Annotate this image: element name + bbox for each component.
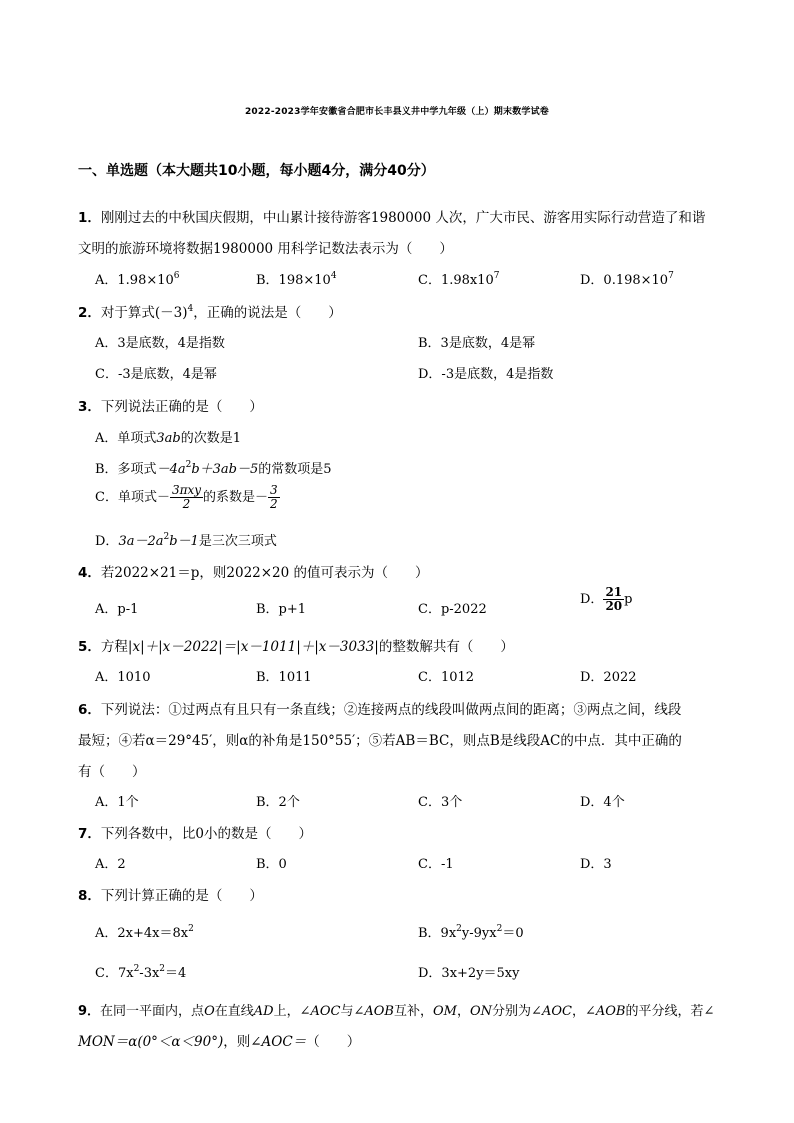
section-heading: 一、单选题（本大题共10小题，每小题4分，满分40分） — [78, 163, 435, 179]
question-number: 1． — [78, 210, 101, 226]
q8-option-a: A．$2x+4x=8x^2$ — [95, 924, 194, 941]
q7-option-a: A．2 — [95, 857, 126, 872]
q1-option-b: B．$198\times 10^4$ — [256, 271, 337, 288]
q3-option-d: D．$3a-2a^2b-1$是三次三项式 — [95, 532, 277, 549]
q7-option-d: D．3 — [580, 857, 612, 872]
q4-option-a: A．p-1 — [95, 602, 139, 617]
q1-option-a: A．$1.98\times 10^6$ — [95, 271, 180, 288]
q5-option-b: B．1011 — [256, 670, 312, 685]
question-9-line-1: 9．在同一平面内，点O在直线AD上，∠AOC与∠AOB互补，OM，ON分别为∠AOC，∠AOB的平分线，若∠ — [78, 1004, 715, 1019]
q3-option-b: B．多项式$-4a^2b+3ab-5$的常数项是5 — [95, 460, 332, 477]
q4-option-d: D． $\frac{21}{20}$ p — [580, 585, 633, 614]
q4-option-b: B．p+1 — [256, 602, 307, 617]
question-6-line-2: 最短；④若α＝29°45′，则α的补角是150°55′；⑤若AB＝BC，则点B是线段AC的中点．其中正确的 — [78, 733, 682, 749]
question-3-stem: 3．下列说法正确的是（ ） — [78, 399, 263, 415]
q8-option-b: B．$9x^2y-9yx^2=0$ — [418, 924, 524, 941]
q5-option-a: A．1010 — [95, 670, 151, 685]
q2-option-c: C．-3是底数，4是幂 — [95, 367, 217, 382]
q7-option-b: B．0 — [256, 857, 287, 872]
question-6-line-3: 有（ ） — [78, 764, 146, 780]
q5-option-d: D．2022 — [580, 670, 637, 685]
question-6-line-1: 6．下列说法：①过两点有且只有一条直线；②连接两点的线段叫做两点间的距离；③两点之间，线段 — [78, 702, 682, 718]
q1-option-d: D．$0.198\times 10^7$ — [580, 271, 674, 288]
q8-option-d: D．3x+2y＝5xy — [418, 966, 520, 981]
q6-option-a: A．1个 — [95, 795, 139, 810]
q7-option-c: C．-1 — [418, 857, 454, 872]
q3-option-a: A．单项式3ab的次数是1 — [95, 431, 242, 446]
question-9-line-2: MON＝α(0°＜α＜90°)，则∠AOC＝（ ） — [78, 1034, 361, 1050]
q6-option-c: C．3个 — [418, 795, 463, 810]
q4-option-c: C．p-2022 — [418, 602, 487, 617]
question-1-line-1: 1．刚刚过去的中秋国庆假期，中山累计接待游客1980000 人次，广大市民、游客用实际行动营造了和谐 — [78, 210, 706, 226]
q6-option-d: D．4个 — [580, 795, 625, 810]
question-7-stem: 7．下列各数中，比0小的数是（ ） — [78, 826, 312, 842]
q2-option-d: D．-3是底数，4是指数 — [418, 367, 554, 382]
question-8-stem: 8．下列计算正确的是（ ） — [78, 888, 263, 904]
q8-option-c: C．$7x^2-3x^2=4$ — [95, 964, 187, 981]
question-4-stem: 4．若2022×21＝p，则2022×20 的值可表示为（ ） — [78, 565, 429, 581]
question-2-stem: 2．对于算式$(-3)^4$，正确的说法是（ ） — [78, 304, 342, 321]
question-5-stem: 5．方程|x|＋|x－2022|＝|x－1011|＋|x－3033|的整数解共有（ ） — [78, 639, 514, 655]
q2-option-a: A．3是底数，4是指数 — [95, 336, 225, 351]
q2-option-b: B．3是底数，4是幂 — [418, 336, 536, 351]
q5-option-c: C．1012 — [418, 670, 475, 685]
q3-option-c: C．单项式－ $\frac{\text{3πxy}}{2}$ 的系数是－ $\frac{3}{2}$ — [95, 483, 278, 512]
q6-option-b: B．2个 — [256, 795, 300, 810]
page-title: 2022-2023学年安徽省合肥市长丰县义井中学九年级（上）期末数学试卷 — [244, 107, 550, 117]
question-1-line-2: 文明的旅游环境将数据1980000 用科学记数法表示为（ ） — [78, 241, 453, 257]
q1-option-c: C．$1.98x10^7$ — [418, 271, 500, 288]
